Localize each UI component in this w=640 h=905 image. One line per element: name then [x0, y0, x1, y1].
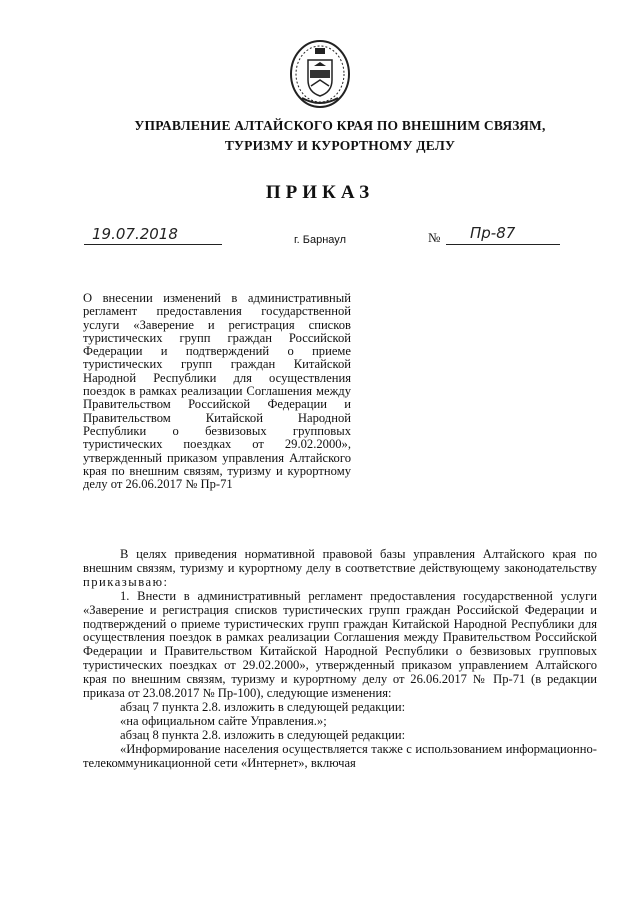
document-title: ПРИКАЗ [265, 182, 375, 203]
paragraph-7-text: «на официальном сайте Управления.»; [120, 713, 327, 728]
number-underline [446, 244, 560, 245]
order-subject: О внесении изменений в административный регламент предоставления государственной услуги «Заверение и регистрация списков туристических групп граждан Российской Федерации и подтверждений о приеме туристических групп граждан Китайской Народной Республики для осуществления поездок в рамках реализации Соглашения между Правительством Российской Федерации и Правительством Китайской Народной Республики о безвизовых групповых туристических поездках от 29.02.2000», утвержденный приказом управления Алтайского края по внешним связям, туризму и курортному делу от 26.06.2017 № Пр-71 [83, 291, 351, 492]
intro-paragraph [83, 548, 597, 590]
intro-verb: приказываю: [83, 574, 169, 589]
coat-of-arms-emblem [288, 38, 352, 110]
order-number: Пр-87 [470, 224, 516, 242]
org-name-line2: ТУРИЗМУ И КУРОРТНОМУ ДЕЛУ [224, 138, 456, 153]
date-underline [84, 244, 222, 245]
city-label: г. Барнаул [294, 234, 346, 246]
paragraph-7-instruction: абзац 7 пункта 2.8. изложить в следующей редакции: [120, 699, 406, 714]
number-label: № [428, 230, 441, 245]
order-body [83, 548, 597, 771]
paragraph-8-instruction: абзац 8 пункта 2.8. изложить в следующей редакции: [120, 727, 406, 742]
item-1: 1. Внести в административный регламент предоставления государственной услуги «Заверение и регистрация списков туристических групп граждан Российской Федерации и подтверждений о приеме туристических групп граждан Китайской Народной Республики для осуществления поездок в рамках реализации Соглашения между Правительством Российской Федерации и Правительством Китайской Народной Республики о безвизовых групповых туристических поездках от 29.02.2000», утвержденный приказом управлением Алтайского края по внешним связям, туризму и курортному делу от 26.06.2017 № Пр-71 (в редакции приказа от 23.08.2017 № Пр-100), следующие изменения: [83, 588, 597, 701]
paragraph-8-text: «Информирование населения осуществляется также с использованием информационно-телекоммуникационной сети «Интернет», включая [83, 741, 597, 770]
org-name-line1: УПРАВЛЕНИЕ АЛТАЙСКОГО КРАЯ ПО ВНЕШНИМ СВЯЗЯМ, [134, 118, 546, 133]
order-date: 19.07.2018 [92, 225, 178, 243]
intro-text: В целях приведения нормативной правовой базы управления Алтайского края по внешним связям, туризму и курортному делу в соответствие действующему законодательству [83, 547, 597, 575]
